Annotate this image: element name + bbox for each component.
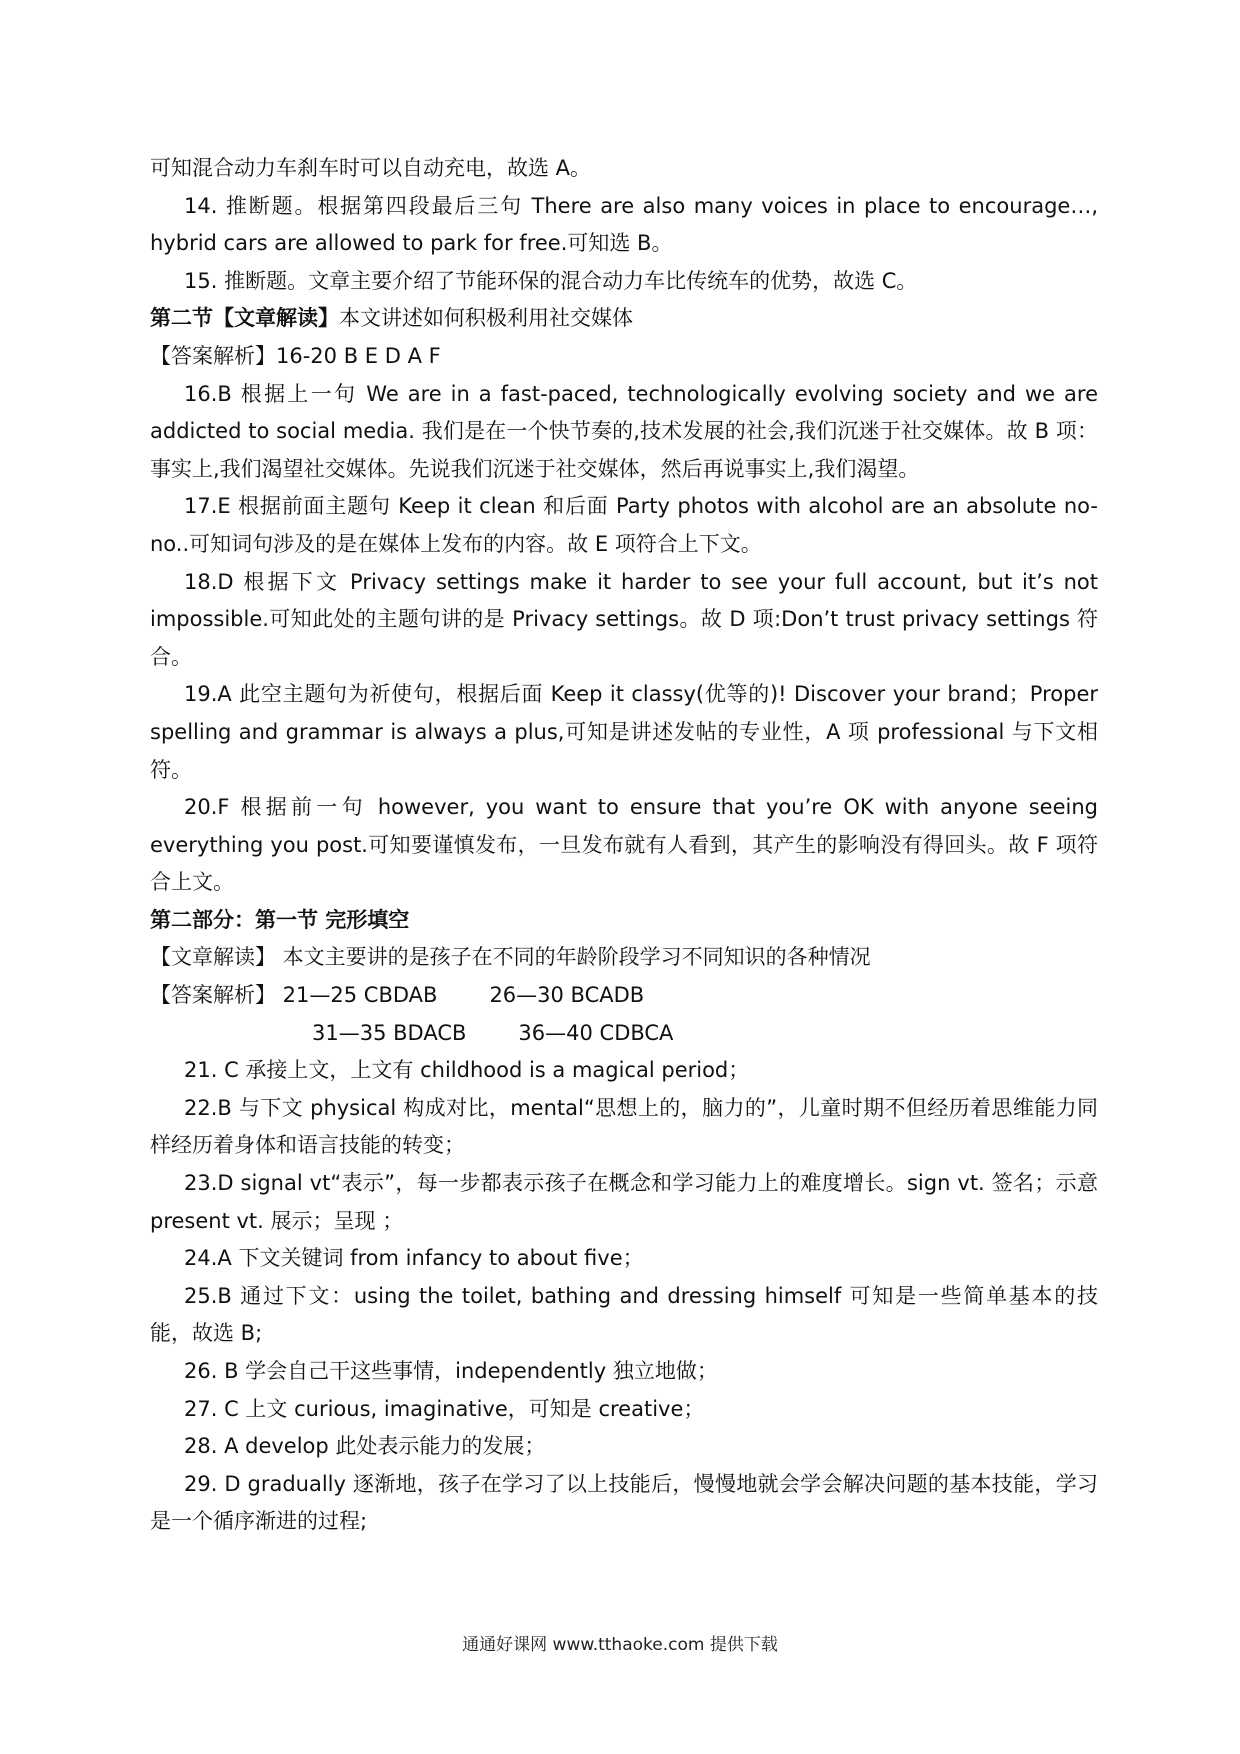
answer-19: 19.A 此空主题句为祈使句，根据后面 Keep it classy(优等的)! Discover your brand；Proper spelling and grammar is always a plus,可知是讲述发帖的专业性，A 项 professional 与下文相符。 bbox=[150, 682, 1098, 782]
answer-28: 28. A develop 此处表示能力的发展； bbox=[184, 1434, 546, 1459]
answer-key-16-20: 【答案解析】16-20 B E D A F bbox=[150, 343, 441, 368]
section-heading bbox=[150, 300, 1098, 338]
answer-14: 14. 推断题。根据第四段最后三句 There are also many voices in place to encourage…, hybrid cars are allowed to park for free.可知选 B。 bbox=[150, 193, 1098, 256]
document-body bbox=[150, 150, 1098, 1541]
section-heading-bold: 第二节【文章解读】 bbox=[150, 306, 339, 331]
page-footer: 通通好课网 www.tthaoke.com 提供下载 bbox=[462, 1635, 778, 1655]
answer-26: 26. B 学会自己干这些事情，independently 独立地做； bbox=[184, 1359, 718, 1383]
answer-key-row-2 bbox=[150, 1015, 1098, 1053]
answer-18: 18.D 根据下文 Privacy settings make it harder to see your full account, but it’s not impossible.可知此处的主题句讲的是 Privacy settings。故 D 项:Don’t trust privacy settings 符合。 bbox=[150, 569, 1098, 669]
answer-23: 23.D signal vt“表示”，每一步都表示孩子在概念和学习能力上的难度增长。sign vt. 签名；示意 present vt. 展示；呈现 ； bbox=[150, 1171, 1098, 1233]
answer-17: 17.E 根据前面主题句 Keep it clean 和后面 Party photos with alcohol are an absolute no-no..可知词句涉及的是在媒体上发布的内容。故 E 项符合上下文。 bbox=[150, 494, 1098, 556]
answer-key-31-35: 31—35 BDACB bbox=[312, 1020, 467, 1045]
answer-24: 24.A 下文关键词 from infancy to about five； bbox=[184, 1246, 644, 1271]
part-heading: 第二部分：第一节 完形填空 bbox=[150, 907, 410, 932]
answer-key-36-40: 36—40 CDBCA bbox=[518, 1020, 674, 1045]
answer-29: 29. D gradually 逐渐地，孩子在学习了以上技能后，慢慢地就会学会解决问题的基本技能，学习是一个循序渐进的过程; bbox=[150, 1471, 1098, 1534]
answer-21: 21. C 承接上文，上文有 childhood is a magical period； bbox=[184, 1058, 750, 1083]
text-line: 可知混合动力车刹车时可以自动充电，故选 A。 bbox=[150, 156, 592, 180]
answer-25: 25.B 通过下文：using the toilet, bathing and dressing himself 可知是一些简单基本的技能，故选 B; bbox=[150, 1283, 1098, 1346]
answer-27: 27. C 上文 curious, imaginative，可知是 creative； bbox=[184, 1396, 705, 1421]
answer-15: 15. 推断题。文章主要介绍了节能环保的混合动力车比传统车的优势，故选 C。 bbox=[184, 268, 918, 293]
answer-20: 20.F 根据前一句 however, you want to ensure that you’re OK with anyone seeing everything you post.可知要谨慎发布，一旦发布就有人看到，其产生的影响没有得回头。故 F 项符合上文。 bbox=[150, 795, 1098, 895]
answer-key-row-1 bbox=[150, 977, 1098, 1015]
answer-16: 16.B 根据上一句 We are in a fast-paced, technologically evolving society and we are addicted to social media. 我们是在一个快节奏的,技术发展的社会,我们沉迷于社交媒体。故 B 项：事实上,我们渴望社交媒体。先说我们沉迷于社交媒体，然后再说事实上,我们渴望。 bbox=[150, 381, 1098, 481]
answer-key-26-30: 26—30 BCADB bbox=[489, 983, 645, 1008]
passage-summary: 【文章解读】 本文主要讲的是孩子在不同的年龄阶段学习不同知识的各种情况 bbox=[150, 945, 871, 970]
section-heading-text: 本文讲述如何积极利用社交媒体 bbox=[339, 306, 633, 331]
answer-22: 22.B 与下文 physical 构成对比，mental“思想上的，脑力的”，儿童时期不但经历着思维能力同样经历着身体和语言技能的转变； bbox=[150, 1095, 1098, 1158]
answer-key-21-25: 【答案解析】 21—25 CBDAB bbox=[150, 983, 438, 1008]
